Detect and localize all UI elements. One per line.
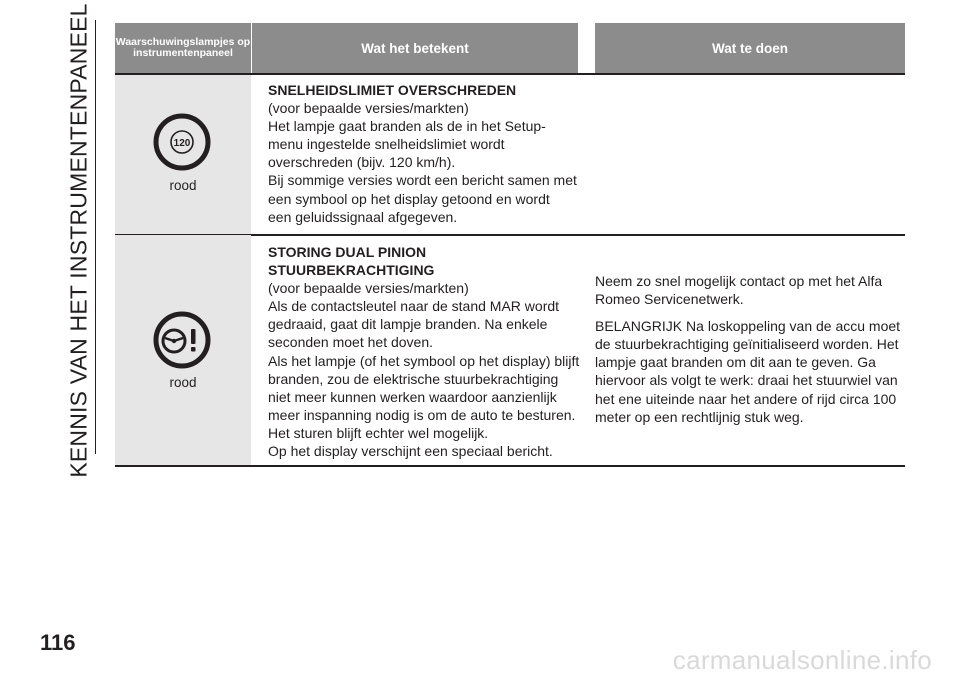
text-line: Het sturen blijft echter wel mogelijk. <box>268 424 489 441</box>
warning-title: STORING DUAL PINION <box>268 244 427 260</box>
header-action: Wat te doen <box>595 23 905 73</box>
speed-limit-120-icon <box>152 112 212 172</box>
header-meaning: Wat het betekent <box>252 23 578 73</box>
speed-limit-number: 120 <box>173 138 191 149</box>
text-line: Bij sommige versies wordt een bericht samen met <box>268 172 577 189</box>
text-line: een geluidssignaal afgegeven. <box>268 208 458 225</box>
text-line: gedraaid, gaat dit lampje branden. Na enkele <box>268 316 548 333</box>
text-line: Als de contactsleutel naar de stand MAR wordt <box>268 298 560 315</box>
meaning-steering <box>268 243 584 460</box>
text-line: Als het lampje (of het symbool op het display) blijft <box>268 352 580 369</box>
text-line: een symbool op het display getoond en wordt <box>268 190 550 207</box>
lamp-color-label: rood <box>169 375 197 390</box>
text-line: seconden moet het doven. <box>268 334 434 351</box>
meaning-speed-limit <box>268 81 584 226</box>
text-line: Het lampje gaat branden als de in het Setup- <box>268 118 546 135</box>
text-line: Op het display verschijnt een speciaal bericht. <box>268 443 553 460</box>
header-lamps: Waarschuwingslampjes op instrumentenpaneel <box>115 23 251 73</box>
warning-title: STUURBEKRACHTIGING <box>268 262 435 279</box>
watermark: carmanualsonline.info <box>672 645 932 675</box>
lamp-color-label: rood <box>169 178 197 193</box>
chapter-side-title: KENNIS VAN HET INSTRUMENTENPANEEL <box>65 2 92 478</box>
action-steering <box>595 272 907 435</box>
steering-wheel-warning-icon <box>152 310 212 370</box>
action-paragraph: BELANGRIJK Na loskoppeling van de accu moet de stuurbekrachtiging geïnitialiseerd worden. Het lampje gaat branden om dit aan te geven. Ga hiervoor als volgt te werk: draai het stuurwiel van het ene uiteinde naar het andere of rijd circa 100 meter op een rechtlijnig stuk weg. <box>595 318 901 425</box>
page-number: 116 <box>40 630 76 655</box>
action-paragraph: Neem zo snel mogelijk contact op met het Alfa Romeo Servicenetwerk. <box>595 273 883 308</box>
text-line: meer inspanning nodig is om de auto te besturen. <box>268 406 576 423</box>
side-divider <box>95 20 96 454</box>
warning-title: SNELHEIDSLIMIET OVERSCHREDEN <box>268 82 517 98</box>
text-line: overschreden (bijv. 120 km/h). <box>268 154 456 171</box>
text-line: niet meer kunnen werken waardoor aanzienlijk <box>268 388 557 405</box>
text-line: branden, zou de elektrische stuurbekrachtiging <box>268 370 559 387</box>
text-line: menu ingestelde snelheidslimiet wordt <box>268 136 505 153</box>
text-line: (voor bepaalde versies/markten) <box>268 100 469 117</box>
text-line: (voor bepaalde versies/markten) <box>268 280 469 297</box>
row-divider <box>115 465 905 467</box>
